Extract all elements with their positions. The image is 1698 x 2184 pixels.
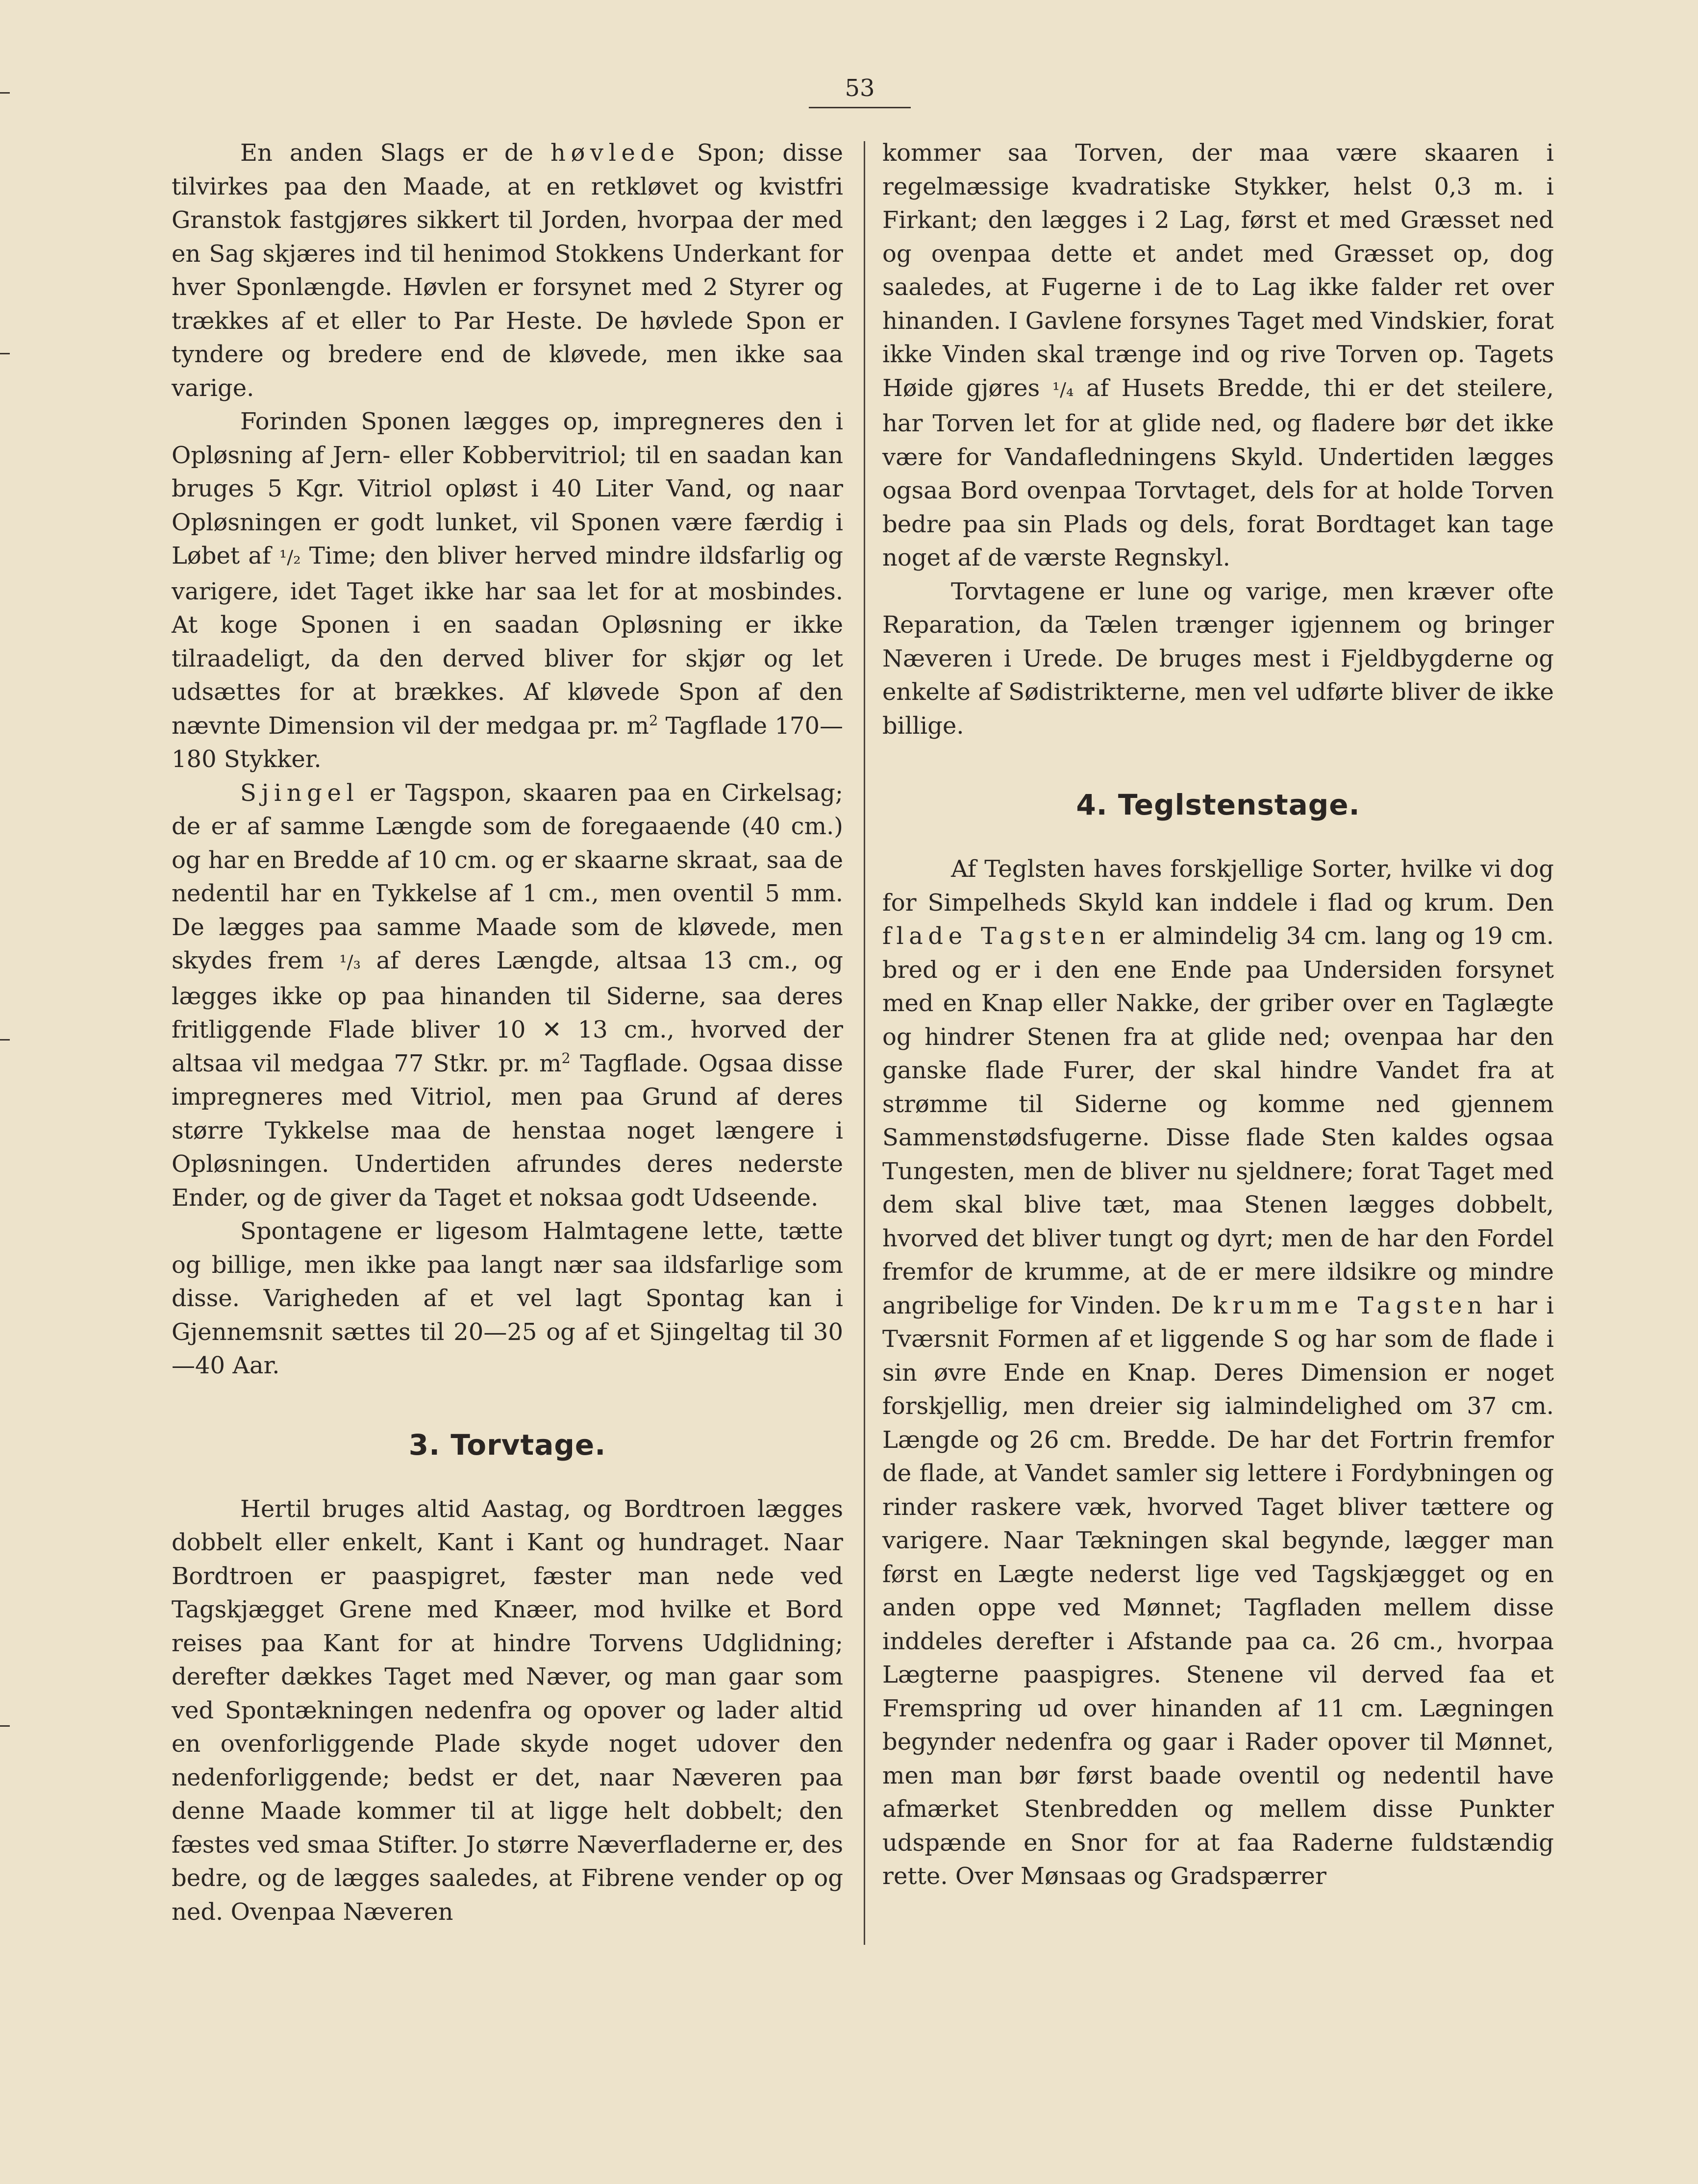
superscript: 2 [649,712,658,729]
paragraph-sjingel [172,776,843,1215]
fraction: ¹/₃ [339,951,361,973]
text-run: Af Teglsten haves forskjellige Sorter, hvilke vi dog for Simpelheds Skyld kan inddele i flad og krum. Den [882,855,1554,917]
text-run: Tagflade 170—180 Stykker. [172,712,843,773]
paragraph-torvtagene: Torvtagene er lune og varige, men kræver ofte Reparation, da Tælen trænger igjennem og bringer Næveren i Urede. De bruges mest i Fjeldbygderne og enkelte af Sødistrikterne, men vel udførte bliver de ikke billige. [882,577,1554,740]
spaced-term: Sjingel [240,779,359,807]
paragraph-teglsten [882,852,1554,1893]
section-heading-teglstenstage [882,788,1554,822]
text-run: har i Tværsnit Formen af et liggende S og har som de flade i sin øvre Ende en Knap. Deres Dimension er noget forskjellig, men dreier sig ialmindelighed om 37 cm. Længde og 26 cm. Bredde. De har det Fortrin fremfor de flade, at Vandet samler sig lettere i Fordybningen og rinder raskere væk, hvorved Taget bliver tættere og varigere. Naar Tækningen skal begynde, lægger man først en Lægte nederst lige ved Tagskjægget og en anden oppe ved Mønnet; Tagfladen mellem disse inddeles derefter i Afstande paa ca. 26 cm., hvorpaa Lægterne paaspigres. Stenene vil derved faa et Fremspring ud over hinanden af 11 cm. Lægningen begynder nedenfra og gaar i Rader opover til Mønnet, men man bør først baade oventil og nedentil have afmærket Stenbredden og mellem disse Punkter udspænde en Snor for at faa Raderne fuldstændig rette. Over Mønsaas og Gradspærrer [882,1291,1554,1890]
spaced-term: flade Tagsten [882,922,1111,950]
spaced-term: høvlede [550,139,680,167]
fraction: ¹/₂ [279,546,301,569]
section-title: Teglstenstage. [1118,788,1360,821]
spaced-term: krumme Tagsten [1213,1291,1488,1319]
paragraph-torven [882,136,1554,575]
column-divider [864,141,865,1945]
paragraph-aastag: Hertil bruges altid Aastag, og Bordtroen lægges dobbelt eller enkelt, Kant i Kant og hundraget. Naar Bordtroen er paaspigret, fæster man nede ved Tagskjægget Grene med Knæer, mod hvilke et Bord reises paa Kant for at hindre Torvens Udglidning; derefter dækkes Taget med Næver, og man gaar som ved Spontækningen nedenfra og opover og lader altid en ovenforliggende Plade skyde noget udover den nedenforliggende; bedst er det, naar Næveren paa denne Maade kommer til at ligge helt dobbelt; den fæstes ved smaa Stifter. Jo større Næverfladerne er, des bedre, og de lægges saaledes, at Fibrene vender op og ned. Ovenpaa Næveren [172,1495,843,1926]
margin-mark [0,1725,10,1727]
margin-mark [0,1039,10,1041]
section-number: 4. [1076,788,1108,821]
text-run: Forinden Sponen lægges op, impregneres den i Opløsning af Jern- eller Kobbervitriol; til en saadan kan bruges 5 Kgr. Vitriol opløst i 40 Liter Vand, og naar Opløsningen er godt lunket, vil Sponen være færdig i Løbet af [172,408,843,570]
section-heading-torvtage [172,1428,843,1462]
text-run: af Husets Bredde, thi er det steilere, har Torven let for at glide ned, og fladere bør det ikke være for Vandafledningens Skyld. Undertiden lægges ogsaa Bord ovenpaa Torvtaget, dels for at holde Torven bedre paa sin Plads og dels, forat Bordtaget kan tage noget af de værste Regnskyl. [882,374,1554,571]
section-title: Torvtage. [450,1428,606,1462]
right-column [882,136,1554,1893]
text-run: er Tagspon, skaaren paa en Cirkelsag; de er af samme Længde som de foregaaende (40 cm.) og har en Bredde af 10 cm. og er skaarne skraat, saa de nedentil har en Tykkelse af 1 cm., men oventil 5 mm. De lægges paa samme Maade som de kløvede, men skydes frem [172,779,843,974]
section-number: 3. [408,1428,441,1462]
paragraph-hovlede-spon [172,136,843,405]
superscript: 2 [561,1049,571,1067]
text-run: er almindelig 34 cm. lang og 19 cm. bred og er i den ene Ende paa Undersiden forsynet med en Knap eller Nakke, der griber over en Taglægte og hindrer Stenen fra at glide ned; ovenpaa har den ganske flade Furer, der skal hindre Vandet fra at strømme til Siderne og komme ned gjennem Sammenstødsfugerne. Disse flade Sten kaldes ogsaa Tungesten, men de bliver nu sjeldnere; forat Taget med dem skal blive tæt, maa Stenen lægges dobbelt, hvorved det bliver tungt og dyrt; men de har den Fordel fremfor de krumme, at de er mere ildsikre og mindre angribelige for Vinden. De [882,922,1554,1319]
paragraph-spontagene: Spontagene er ligesom Halmtagene lette, tætte og billige, men ikke paa langt nær saa ildsfarlige som disse. Varigheden af et vel lagt Spontag kan i Gjennemsnit sættes til 20—25 og af et Sjingeltag til 30—40 Aar. [172,1217,843,1379]
text-run: Time; den bliver herved mindre ildsfarlig og varigere, idet Taget ikke har saa let for at mosbindes. At koge Sponen i en saadan Opløsning er ikke tilraadeligt, da den derved bliver for skjør og let udsættes for at brækkes. Af kløvede Spon af den nævnte Dimension vil der medgaa pr. m [172,542,843,740]
text-run: Spon; disse tilvirkes paa den Maade, at en retkløvet og kvistfri Granstok fastgjøres sikkert til Jorden, hvorpaa der med en Sag skjæres ind til henimod Stokkens Underkant for hver Sponlængde. Høvlen er forsynet med 2 Styrer og trækkes af et eller to Par Heste. De høvlede Spon er tyndere og bredere end de kløvede, men ikke saa varige. [172,139,844,402]
fraction: ¹/₄ [1052,378,1074,401]
paragraph-impregnering [172,405,843,776]
left-column [172,136,843,1929]
margin-mark [0,92,10,94]
text-run: kommer saa Torven, der maa være skaaren i regelmæssige kvadratiske Stykker, helst 0,3 m. i Firkant; den lægges i 2 Lag, først et med Græsset ned og ovenpaa dette et andet med Græsset op, dog saaledes, at Fugerne i de to Lag ikke falder ret over hinanden. I Gavlene forsynes Taget med Vindskier, forat ikke Vinden skal trænge ind og rive Torven op. Tagets Høide gjøres [882,139,1554,402]
margin-mark [0,353,10,354]
text-run: En anden Slags er de [240,139,550,167]
text-run: af deres Længde, altsaa 13 cm., og lægges ikke op paa hinanden til Siderne, saa deres fritliggende Flade bliver 10 ✕ 13 cm., hvorved der altsaa vil medgaa 77 Stkr. pr. m [172,947,843,1077]
text-run: Tagflade. Ogsaa disse impregneres med Vitriol, men paa Grund af deres større Tykkelse maa de henstaa noget længere i Opløsningen. Undertiden afrundes deres nederste Ender, og de giver da Taget et noksaa godt Udseende. [172,1049,843,1212]
page-number: 53 [809,74,911,108]
